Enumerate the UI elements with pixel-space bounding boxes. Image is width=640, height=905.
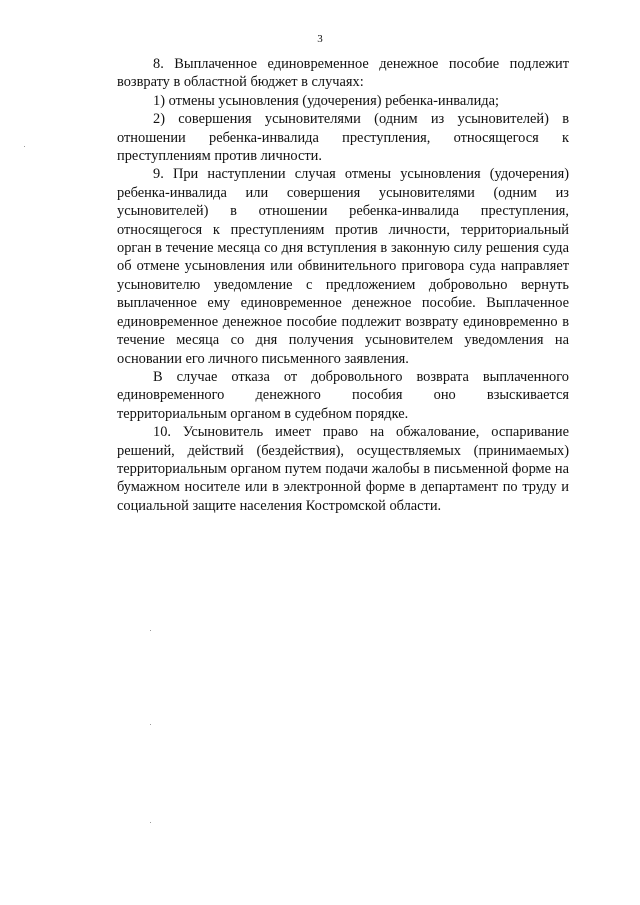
document-body	[117, 55, 569, 515]
paragraph-9-refusal: В случае отказа от добровольного возврата выплаченного единовременного денежного пособия оно взыскивается территориальным органом в судебном порядке.	[117, 368, 569, 422]
paragraph-8-item-1: 1) отмены усыновления (удочерения) ребенка-инвалида;	[153, 92, 499, 109]
paragraph-8-item-2: 2) совершения усыновителями (одним из усыновителей) в отношении ребенка-инвалида преступления, относящегося к преступлениям против личности.	[117, 111, 569, 165]
scan-speck	[150, 822, 151, 823]
page-number: 3	[317, 33, 323, 45]
scan-speck	[24, 146, 25, 147]
paragraph-8: 8. Выплаченное единовременное денежное пособие подлежит возврату в областной бюджет в случаях:	[117, 56, 569, 91]
paragraph-9: 9. При наступлении случая отмены усыновления (удочерения) ребенка-инвалида или совершения усыновителями (одним из усыновителей) в отношении ребенка-инвалида преступления, относящегося к преступлениям против личности, территориальный орган в течение месяца со дня вступления в законную силу решения суда об отмене усыновления или обвинительного приговора суда направляет усыновителю уведомление с предложением добровольно вернуть выплаченное ему единовременное денежное пособие. Выплаченное единовременное денежное пособие подлежит возврату единовременно в течение месяца со дня получения усыновителем уведомления на основании его личного письменного заявления.	[117, 166, 569, 367]
paragraph-10: 10. Усыновитель имеет право на обжалование, оспаривание решений, действий (бездействия), осуществляемых (принимаемых) территориальным органом путем подачи жалобы в письменной форме на бумажном носителе или в электронной форме в департамент по труду и социальной защите населения Костромской области.	[117, 424, 569, 514]
scan-speck	[150, 630, 151, 631]
scan-speck	[150, 724, 151, 725]
